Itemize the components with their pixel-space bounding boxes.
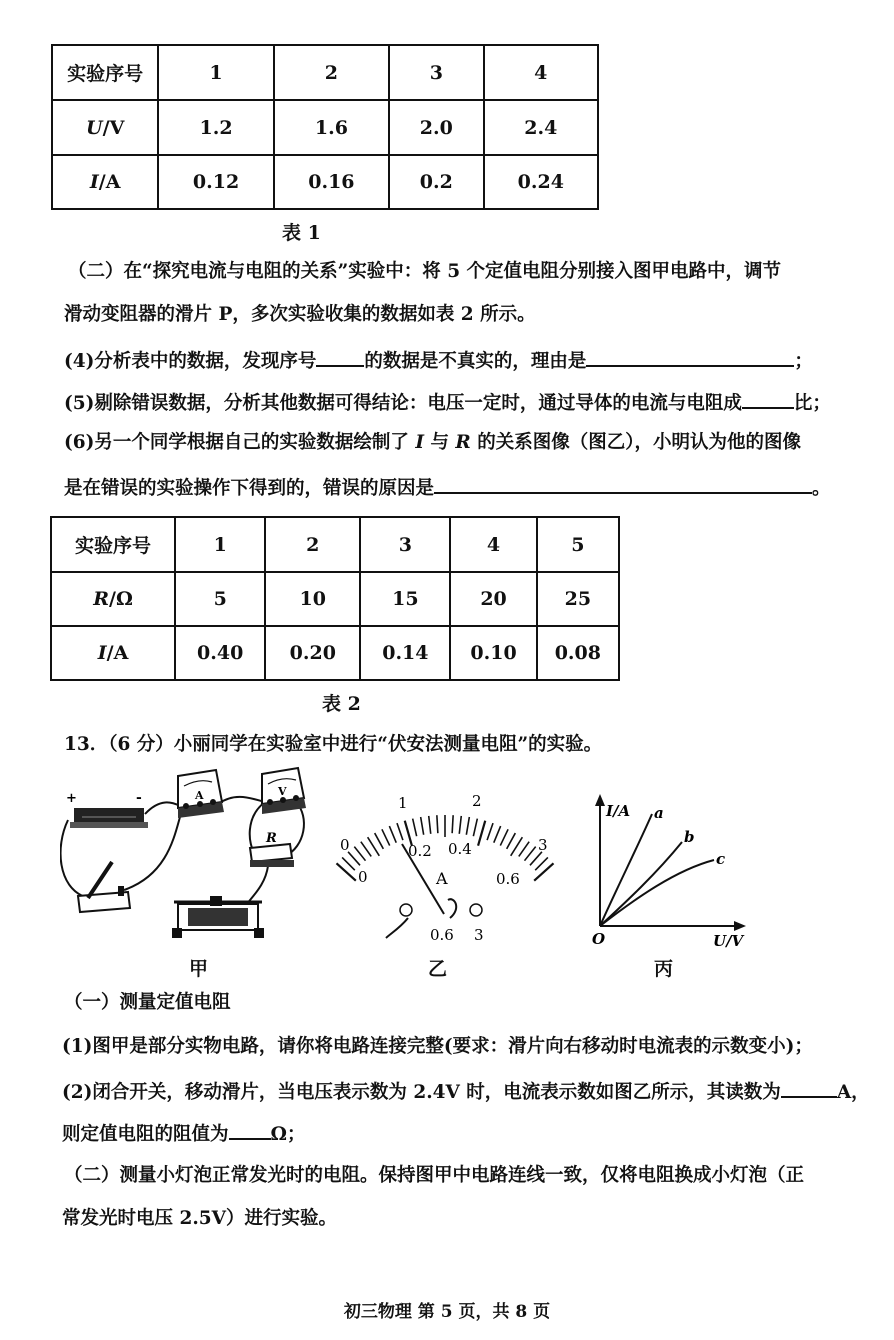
table-2-header-cell: 实验序号 xyxy=(51,517,175,572)
table-2-cell: 25 xyxy=(537,572,619,626)
answer-blank xyxy=(742,389,794,409)
variable-i: I xyxy=(97,642,107,664)
unit-a: /A xyxy=(98,171,121,193)
question-4 xyxy=(64,347,813,374)
question-13-2 xyxy=(62,1078,870,1105)
x-axis-label: U/V xyxy=(713,932,744,950)
question-6-line-1 xyxy=(64,431,801,455)
table-1-row-i xyxy=(52,155,598,209)
table-1-cell: 2.0 xyxy=(389,100,484,155)
table-1 xyxy=(51,44,599,210)
meter-bottom-label: 0.2 xyxy=(408,842,432,860)
meter-tick xyxy=(535,857,548,870)
figure-bing-label: 丙 xyxy=(654,958,674,980)
meter-tick xyxy=(413,819,417,837)
battery-icon[interactable] xyxy=(70,808,148,828)
table-1-cell: 2.4 xyxy=(484,100,598,155)
battery-minus-label: - xyxy=(136,790,142,806)
table-2-cell: 5 xyxy=(175,572,265,626)
question-4-text-a: (4)分析表中的数据，发现序号 xyxy=(64,351,317,372)
figure-yi-meter xyxy=(330,786,560,946)
x-axis-arrow-icon xyxy=(734,921,746,931)
wire xyxy=(448,899,456,918)
question-4-text-b: 的数据是不真实的，理由是 xyxy=(364,351,587,372)
meter-tick xyxy=(487,823,493,840)
table-1-header-cell: 1 xyxy=(158,45,273,100)
meter-tick xyxy=(437,815,438,833)
voltmeter-letter: V xyxy=(278,785,287,798)
answer-blank xyxy=(316,347,364,367)
meter-tick xyxy=(519,842,529,857)
table-1-header-cell: 实验序号 xyxy=(52,45,158,100)
meter-top-label: 2 xyxy=(472,792,482,810)
table-2-cell: 0.10 xyxy=(450,626,536,680)
answer-blank xyxy=(586,347,794,367)
switch-icon[interactable] xyxy=(78,862,130,912)
table-1-row-label xyxy=(52,100,158,155)
question-5 xyxy=(64,389,831,416)
meter-tick xyxy=(429,816,431,834)
question-13-2-text: (2)闭合开关，移动滑片，当电压表示数为 2.4V 时，电流表示数如图乙所示，其读数为 xyxy=(62,1082,781,1103)
table-1-caption: 表 1 xyxy=(282,222,321,244)
wire xyxy=(145,802,180,814)
table-2-header-cell: 3 xyxy=(360,517,450,572)
meter-tick xyxy=(382,829,390,845)
resistor-letter: R xyxy=(266,831,277,846)
table-1-row-u xyxy=(52,100,598,155)
origin-label: O xyxy=(592,930,606,948)
question-5-end: 比； xyxy=(793,393,831,414)
question-13-1: (1)图甲是部分实物电路，请你将电路连接完整(要求：滑片向右移动时电流表的示数变小)； xyxy=(62,1036,813,1057)
table-1-header-cell: 4 xyxy=(484,45,598,100)
part-1-title: （一）测量定值电阻 xyxy=(64,992,231,1013)
meter-tick xyxy=(421,817,424,835)
curve-a-label: a xyxy=(654,804,664,822)
figure-jia-label: 甲 xyxy=(189,958,209,980)
table-2-cell: 10 xyxy=(265,572,360,626)
meter-terminal-label: 3 xyxy=(474,926,484,944)
table-1-header-cell: 3 xyxy=(389,45,484,100)
table-2-header-cell: 2 xyxy=(265,517,360,572)
question-5-text: (5)剔除错误数据，分析其他数据可得结论：电压一定时，通过导体的电流与电阻成 xyxy=(64,393,742,414)
meter-tick xyxy=(494,826,501,843)
meter-top-label: 0 xyxy=(340,836,350,854)
question-6-text-b: 的关系图像（图乙），小明认为他的图像 xyxy=(477,432,802,453)
variable-r: R xyxy=(455,432,471,453)
question-13-2-line-2-end: Ω； xyxy=(270,1124,306,1145)
question-6-text-mid: 与 xyxy=(430,432,449,453)
table-1-cell: 1.6 xyxy=(274,100,389,155)
answer-blank xyxy=(229,1120,271,1140)
curve-b-label: b xyxy=(684,828,695,846)
table-2-row-i xyxy=(51,626,619,680)
y-axis-arrow-icon xyxy=(595,794,605,806)
meter-bottom-label: 0.6 xyxy=(496,870,520,888)
meter-tick xyxy=(473,819,477,837)
unit-v: /V xyxy=(102,116,125,139)
meter-top-label: 3 xyxy=(538,836,548,854)
question-4-end: ； xyxy=(794,351,813,372)
table-2-cell: 20 xyxy=(450,572,536,626)
meter-terminal-label: 0.6 xyxy=(430,926,454,944)
figure-bing-graph xyxy=(586,790,756,950)
table-1-row-label xyxy=(52,155,158,209)
meter-tick xyxy=(375,833,384,849)
meter-tick xyxy=(452,815,453,833)
table-1-header-row xyxy=(52,45,598,100)
question-13-title: 13．（6 分）小丽同学在实验室中进行“伏安法测量电阻”的实验。 xyxy=(64,734,603,755)
meter-bottom-label: 0.4 xyxy=(448,840,472,858)
meter-top-label: 1 xyxy=(398,794,408,812)
table-2-header-row xyxy=(51,517,619,572)
table-2-row-r xyxy=(51,572,619,626)
question-13-2-line-2 xyxy=(62,1120,305,1147)
meter-tick xyxy=(389,826,396,843)
table-2-header-cell: 5 xyxy=(537,517,619,572)
table-2-cell: 15 xyxy=(360,572,450,626)
meter-tick xyxy=(507,833,516,849)
answer-blank xyxy=(781,1078,837,1098)
table-1-cell: 0.12 xyxy=(158,155,273,209)
variable-i: I xyxy=(89,171,99,193)
table-2-cell: 0.14 xyxy=(360,626,450,680)
table-2-header-cell: 1 xyxy=(175,517,265,572)
meter-tick xyxy=(459,816,461,834)
page-footer: 初三物理 第 5 页，共 8 页 xyxy=(343,1302,551,1322)
table-2-cell: 0.20 xyxy=(265,626,360,680)
variable-r: R xyxy=(93,588,110,610)
part-2b-line-2: 常发光时电压 2.5V）进行实验。 xyxy=(62,1208,337,1229)
resistor-icon[interactable] xyxy=(250,844,294,867)
wire xyxy=(61,820,85,897)
part-2-intro-line-2: 滑动变阻器的滑片 P，多次实验收集的数据如表 2 所示。 xyxy=(64,304,536,325)
question-6-line-2 xyxy=(64,474,831,501)
meter-tick xyxy=(348,852,360,865)
meter-tick xyxy=(466,817,469,835)
answer-blank xyxy=(434,474,812,494)
meter-terminal-icon xyxy=(400,904,412,916)
meter-unit: A xyxy=(436,869,448,888)
unit-a: /A xyxy=(106,642,129,664)
wire xyxy=(386,918,408,938)
figure-yi-label: 乙 xyxy=(428,958,448,980)
meter-tick xyxy=(500,829,508,845)
question-13-2-end: A， xyxy=(836,1082,870,1103)
meter-tick xyxy=(354,847,365,861)
table-1-cell: 0.24 xyxy=(484,155,598,209)
meter-tick xyxy=(525,847,536,861)
meter-tick xyxy=(478,821,485,846)
meter-tick xyxy=(534,863,553,880)
figure-jia-circuit xyxy=(60,762,330,962)
table-1-cell: 0.16 xyxy=(274,155,389,209)
part-2b-line-1: （二）测量小灯泡正常发光时的电阻。保持图甲中电路连线一致，仅将电阻换成小灯泡（正 xyxy=(64,1165,805,1186)
table-2-header-cell: 4 xyxy=(450,517,536,572)
table-2-row-label xyxy=(51,572,175,626)
table-2-caption: 表 2 xyxy=(322,693,361,715)
table-1-header-cell: 2 xyxy=(274,45,389,100)
meter-tick xyxy=(342,857,355,870)
meter-tick xyxy=(337,863,356,880)
table-2-row-label xyxy=(51,626,175,680)
rheostat-icon[interactable] xyxy=(172,896,264,938)
table-1-cell: 0.2 xyxy=(389,155,484,209)
meter-terminal-icon xyxy=(470,904,482,916)
table-2 xyxy=(50,516,620,681)
question-6-text-line-2: 是在错误的实验操作下得到的，错误的原因是 xyxy=(64,478,435,499)
battery-plus-label: + xyxy=(66,791,77,806)
unit-ohm: /Ω xyxy=(109,588,133,610)
table-1-cell: 1.2 xyxy=(158,100,273,155)
variable-i: I xyxy=(415,432,424,453)
curve-b xyxy=(600,842,682,926)
meter-tick xyxy=(397,823,403,840)
curve-c-label: c xyxy=(716,850,726,868)
meter-tick xyxy=(361,842,371,857)
question-13-2-text-line-2: 则定值电阻的阻值为 xyxy=(62,1124,229,1145)
meter-bottom-label: 0 xyxy=(358,868,368,886)
question-6-text-a: (6)另一个同学根据自己的实验数据绘制了 xyxy=(64,432,409,453)
y-axis-label: I/A xyxy=(606,802,631,820)
table-2-cell: 0.08 xyxy=(537,626,619,680)
curve-a xyxy=(600,814,652,926)
ammeter-letter: A xyxy=(195,789,204,802)
table-2-cell: 0.40 xyxy=(175,626,265,680)
wire xyxy=(218,797,265,804)
part-2-intro-line-1: （二）在“探究电流与电阻的关系”实验中：将 5 个定值电阻分别接入图甲电路中，调节 xyxy=(68,261,782,282)
question-6-end: 。 xyxy=(812,478,831,499)
variable-u: U xyxy=(86,116,103,139)
